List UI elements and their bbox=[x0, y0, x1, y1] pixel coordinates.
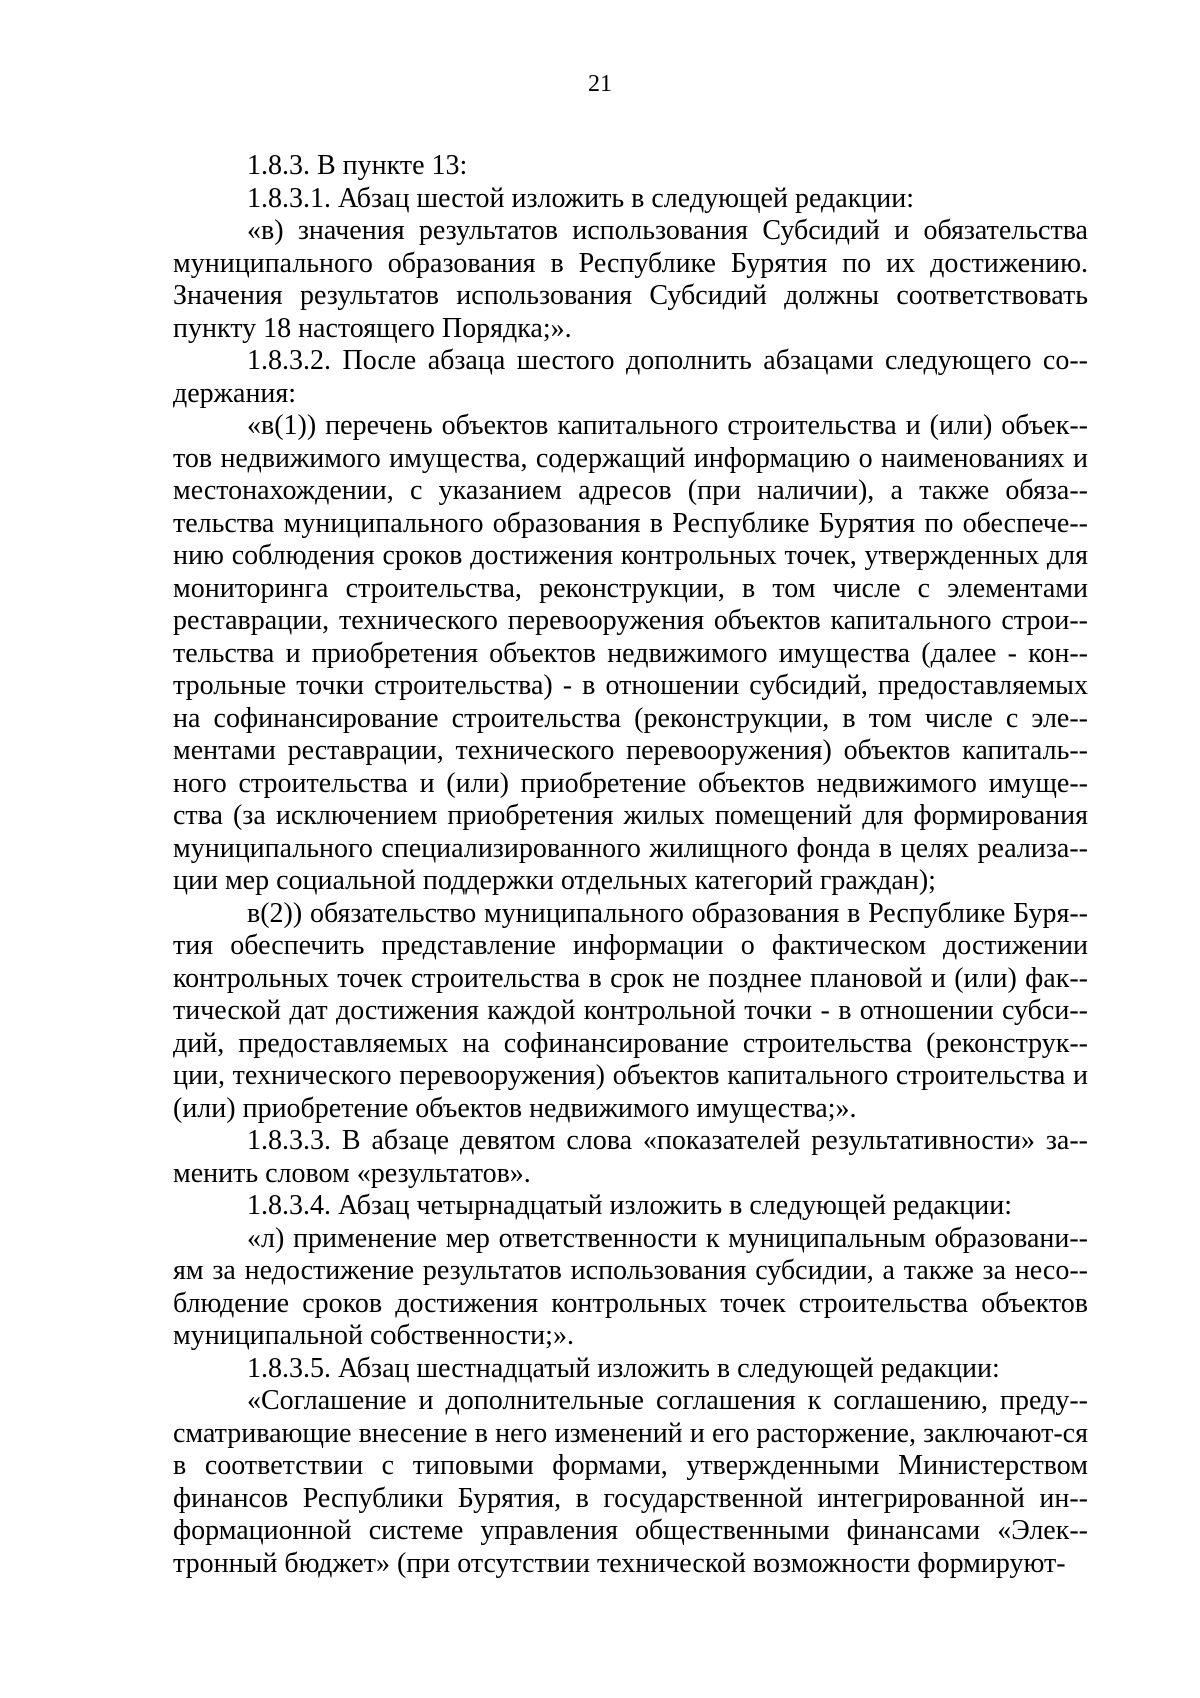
document-body bbox=[173, 150, 1088, 1580]
paragraph-1-8-3-3: 1.8.3.3. В абзаце девятом слова «показателей результативности» за-менить словом «результатов». bbox=[173, 1125, 1088, 1189]
paragraph-1-8-3-5: 1.8.3.5. Абзац шестнадцатый изложить в следующей редакции: bbox=[247, 1352, 1000, 1384]
paragraph-1-8-3: 1.8.3. В пункте 13: bbox=[247, 150, 468, 181]
paragraph-1-8-3-4: 1.8.3.4. Абзац четырнадцатый изложить в следующей редакции: bbox=[247, 1190, 1012, 1221]
paragraph-1-8-3-1: 1.8.3.1. Абзац шестой изложить в следующей редакции: bbox=[247, 182, 915, 214]
paragraph-v2: в(2)) обязательство муниципального образования в Республике Буря-тия обеспечить представление информации о фактическом достижении контрольных точек строительства в срок не позднее плановой и (или) фак-тической дат достижения каждой контрольной точки - в отношении субси-дий, предоставляемых на софинансирование строительства (реконструк-ции, технического перевооружения) объектов капитального строительства и (или) приобретение объектов недвижимого имущества;». bbox=[173, 897, 1088, 1124]
paragraph-quote-agreement: «Соглашение и дополнительные соглашения к соглашению, преду-сматривающие внесение в него изменений и его расторжение, заключают-ся в соответствии с типовыми формами, утвержденными Министерством финансов Республики Бурятия, в государственной интегрированной ин-формационной системе управления общественными финансами «Элек-тронный бюджет» (при отсутствии технической возможности формируют- bbox=[173, 1385, 1088, 1579]
paragraph-quote-l: «л) применение мер ответственности к муниципальным образовани-ям за недостижение результатов использования субсидии, а также за несо-блюдение сроков достижения контрольных точек строительства объектов муниципальной собственности;». bbox=[173, 1222, 1088, 1351]
paragraph-1-8-3-2: 1.8.3.2. После абзаца шестого дополнить абзацами следующего со-держания: bbox=[173, 345, 1088, 409]
paragraph-quote-v: «в) значения результатов использования Субсидий и обязательства муниципального образования в Республике Бурятия по их достижению. Значения результатов использования Субсидий должны соответствовать пункту 18 настоящего Порядка;». bbox=[173, 215, 1088, 344]
page-number: 21 bbox=[588, 71, 612, 97]
paragraph-quote-v1: «в(1)) перечень объектов капитального строительства и (или) объек-тов недвижимого имущества, содержащий информацию о наименованиях и местонахождении, с указанием адресов (при наличии), а также обяза-тельства муниципального образования в Республике Бурятия по обеспече-нию соблюдения сроков достижения контрольных точек, утвержденных для мониторинга строительства, реконструкции, в том числе с элементами реставрации, технического перевооружения объектов капитального строи-тельства и приобретения объектов недвижимого имущества (далее - кон-трольные точки строительства) - в отношении субсидий, предоставляемых на софинансирование строительства (реконструкции, в том числе с эле-ментами реставрации, технического перевооружения) объектов капиталь-ного строительства и (или) приобретение объектов недвижимого имуще-ства (за исключением приобретения жилых помещений для формирования муниципального специализированного жилищного фонда в целях реализа-ции мер социальной поддержки отдельных категорий граждан); bbox=[173, 410, 1088, 896]
